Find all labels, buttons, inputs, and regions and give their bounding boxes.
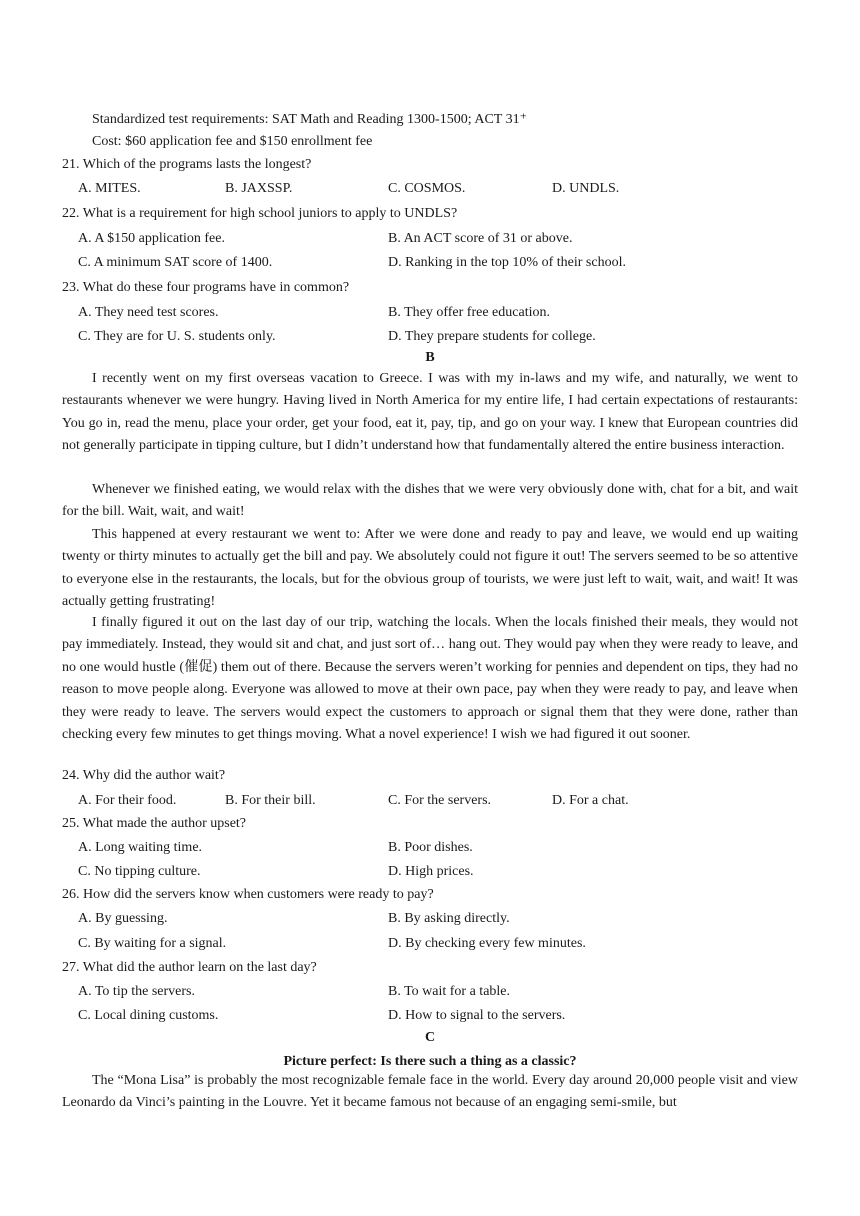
question-21-option-d: D. UNDLS. <box>552 181 620 196</box>
question-24-option-b: B. For their bill. <box>225 793 316 808</box>
question-26-stem: 26. How did the servers know when customers were ready to pay? <box>62 887 434 902</box>
intro-cost: Cost: $60 application fee and $150 enrollment fee <box>92 134 373 149</box>
section-b-paragraph-3: This happened at every restaurant we went to: After we were done and ready to pay and leave, we would end up waiting twenty or thirty minutes to actually get the bill and pay. We absolutely could not figure it out! The servers seemed to be so attentive to everyone else in the restaurants, the locals, but for the obvious group of tourists, we were just left to wait, wait, and wait! It was actually getting frustrating! <box>62 527 798 610</box>
intro-test-requirements: Standardized test requirements: SAT Math and Reading 1300-1500; ACT 31⁺ <box>92 112 527 127</box>
question-27-option-b: B. To wait for a table. <box>388 984 511 999</box>
question-23-option-b: B. They offer free education. <box>388 305 550 320</box>
question-26-option-c: C. By waiting for a signal. <box>78 936 227 951</box>
question-23-option-d: D. They prepare students for college. <box>388 329 596 344</box>
question-25-stem: 25. What made the author upset? <box>62 816 247 831</box>
section-b-paragraph-2: Whenever we finished eating, we would relax with the dishes that we were very obviously done with, chat for a bit, and wait for the bill. Wait, wait, and wait! <box>62 482 798 520</box>
question-25-option-a: A. Long waiting time. <box>78 840 203 855</box>
question-24-option-d: D. For a chat. <box>552 793 629 808</box>
question-21-option-c: C. COSMOS. <box>388 181 466 196</box>
question-21-option-b: B. JAXSSP. <box>225 181 293 196</box>
question-27-option-a: A. To tip the servers. <box>78 984 195 999</box>
question-25-option-d: D. High prices. <box>388 864 474 879</box>
question-27-option-c: C. Local dining customs. <box>78 1008 219 1023</box>
section-c-paragraph-1: The “Mona Lisa” is probably the most recognizable female face in the world. Every day around 20,000 people visit and view Leonardo da Vinci’s painting in the Louvre. Yet it became famous not because of an engaging semi-smile, but <box>62 1073 798 1111</box>
question-21-option-a: A. MITES. <box>78 181 141 196</box>
section-c-title: Picture perfect: Is there such a thing as a classic? <box>283 1054 577 1069</box>
question-22-option-a: A. A $150 application fee. <box>78 231 225 246</box>
question-24-stem: 24. Why did the author wait? <box>62 768 226 783</box>
section-b-paragraph-4: I finally figured it out on the last day of our trip, watching the locals. When the locals finished their meals, they would not pay immediately. Instead, they would sit and chat, and just sort of… hang out. They would pay when they were ready to leave, and no one would hustle (催促) them out of there. Because the servers weren’t working for pennies and dependent on tips, they had no reason to move people along. Everyone was allowed to move at their own pace, pay when they were ready to pay, and leave when they were ready to leave. The servers would expect the customers to approach or signal them that they were done, rather than checking every few minutes to get things moving. What a novel experience! I wish we had figured it out sooner. <box>62 615 798 743</box>
question-26-option-b: B. By asking directly. <box>388 911 510 926</box>
question-22-option-d: D. Ranking in the top 10% of their school. <box>388 255 626 270</box>
question-26-option-a: A. By guessing. <box>78 911 168 926</box>
question-23-option-a: A. They need test scores. <box>78 305 219 320</box>
section-b-paragraph-1: I recently went on my first overseas vacation to Greece. I was with my in-laws and my wife, and naturally, we went to restaurants whenever we were hungry. Having lived in North America for my entire life, I had certain expectations of restaurants: You go in, read the menu, place your order, get your food, eat it, pay, tip, and go on your way. I knew that European countries did not generally participate in tipping culture, but I didn’t understand how that fundamentally altered the entire business interaction. <box>62 371 798 454</box>
question-26-option-d: D. By checking every few minutes. <box>388 936 586 951</box>
question-23-option-c: C. They are for U. S. students only. <box>78 329 276 344</box>
question-25-option-c: C. No tipping culture. <box>78 864 201 879</box>
question-25-option-b: B. Poor dishes. <box>388 840 473 855</box>
section-c-heading: C <box>424 1030 436 1045</box>
question-24-option-a: A. For their food. <box>78 793 177 808</box>
section-b-heading: B <box>425 350 435 365</box>
question-22-stem: 22. What is a requirement for high school juniors to apply to UNDLS? <box>62 206 458 221</box>
question-21-stem: 21. Which of the programs lasts the longest? <box>62 157 312 172</box>
question-27-stem: 27. What did the author learn on the last day? <box>62 960 317 975</box>
question-23-stem: 23. What do these four programs have in common? <box>62 280 350 295</box>
question-22-option-c: C. A minimum SAT score of 1400. <box>78 255 273 270</box>
question-24-option-c: C. For the servers. <box>388 793 492 808</box>
question-22-option-b: B. An ACT score of 31 or above. <box>388 231 573 246</box>
question-27-option-d: D. How to signal to the servers. <box>388 1008 566 1023</box>
